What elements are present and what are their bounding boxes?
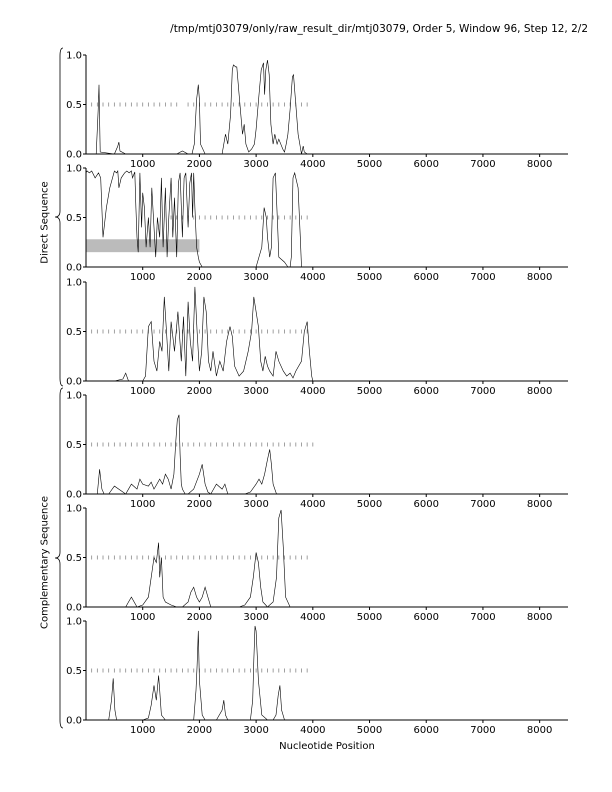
x-tick-label: 7000 [470,386,496,397]
y-tick-label: 1.0 [66,503,82,515]
x-tick-label: 7000 [470,725,496,736]
x-tick-label: 8000 [526,159,553,170]
x-tick-label: 6000 [413,272,439,283]
y-tick-label: 0.5 [66,440,82,451]
coding-potential-line [86,287,568,381]
x-tick-label: 2000 [186,272,213,283]
x-tick-label: 2000 [186,725,213,736]
x-tick-label: 1000 [129,725,156,736]
x-tick-label: 1000 [129,159,156,170]
x-axis-label: Nucleotide Position [279,741,375,752]
y-tick-label: 0.5 [66,553,82,564]
x-tick-label: 4000 [300,612,326,623]
y-tick-label: 0.0 [66,376,82,388]
x-tick-label: 6000 [413,725,439,736]
x-tick-label: 4000 [300,725,326,736]
x-tick-label: 7000 [470,612,496,623]
y-tick-label: 0.0 [66,489,82,501]
x-tick-label: 3000 [243,725,269,736]
coding-potential-line [86,60,568,154]
x-tick-label: 6000 [413,159,439,170]
y-tick-label: 0.5 [66,213,82,224]
x-tick-label: 1000 [129,499,156,510]
direct-sequence-brace [55,48,63,386]
y-tick-label: 1.0 [66,163,82,175]
x-tick-label: 4000 [300,272,326,283]
x-tick-label: 1000 [129,386,156,397]
x-tick-label: 3000 [243,612,269,623]
coding-potential-line [86,510,568,607]
group-label-complementary: Complementary Sequence [39,496,51,629]
y-tick-label: 0.5 [66,327,82,338]
x-tick-label: 6000 [413,386,439,397]
x-tick-label: 3000 [243,159,269,170]
x-tick-label: 2000 [186,499,213,510]
x-tick-label: 5000 [356,272,383,283]
y-tick-label: 0.5 [66,666,82,677]
x-tick-label: 6000 [413,499,439,510]
x-tick-label: 8000 [526,386,553,397]
x-tick-label: 5000 [356,386,383,397]
y-tick-label: 0.0 [66,602,82,614]
x-tick-label: 7000 [470,272,496,283]
y-tick-label: 1.0 [66,50,82,62]
x-tick-label: 1000 [129,612,156,623]
x-tick-label: 5000 [356,725,383,736]
x-tick-label: 8000 [526,725,553,736]
x-tick-label: 3000 [243,272,269,283]
x-tick-label: 7000 [470,159,496,170]
x-tick-label: 4000 [300,386,326,397]
x-tick-label: 6000 [413,612,439,623]
x-tick-label: 2000 [186,386,213,397]
y-tick-label: 1.0 [66,616,82,628]
x-tick-label: 5000 [356,499,383,510]
x-tick-label: 4000 [300,499,326,510]
x-tick-label: 8000 [526,612,553,623]
y-tick-label: 0.0 [66,149,82,161]
x-tick-label: 4000 [300,159,326,170]
coding-potential-line [86,171,568,267]
complementary-sequence-brace [55,388,63,728]
x-tick-label: 5000 [356,612,383,623]
x-tick-label: 7000 [470,499,496,510]
x-tick-label: 3000 [243,499,269,510]
group-label-direct: Direct Sequence [39,181,51,264]
x-tick-label: 2000 [186,159,213,170]
shaded-region [86,239,199,252]
y-tick-label: 1.0 [66,390,82,402]
x-tick-label: 2000 [186,612,213,623]
x-tick-label: 3000 [243,386,269,397]
x-tick-label: 5000 [356,159,383,170]
y-tick-label: 0.0 [66,262,82,274]
figure-title: /tmp/mtj03079/only/raw_result_dir/mtj03079, Order 5, Window 96, Step 12, 2/2 [170,23,588,35]
x-tick-label: 8000 [526,499,553,510]
y-tick-label: 1.0 [66,277,82,289]
y-tick-label: 0.0 [66,715,82,727]
x-tick-label: 1000 [129,272,156,283]
x-tick-label: 8000 [526,272,553,283]
y-tick-label: 0.5 [66,100,82,111]
coding-potential-line [86,626,568,720]
coding-potential-line [86,415,568,494]
